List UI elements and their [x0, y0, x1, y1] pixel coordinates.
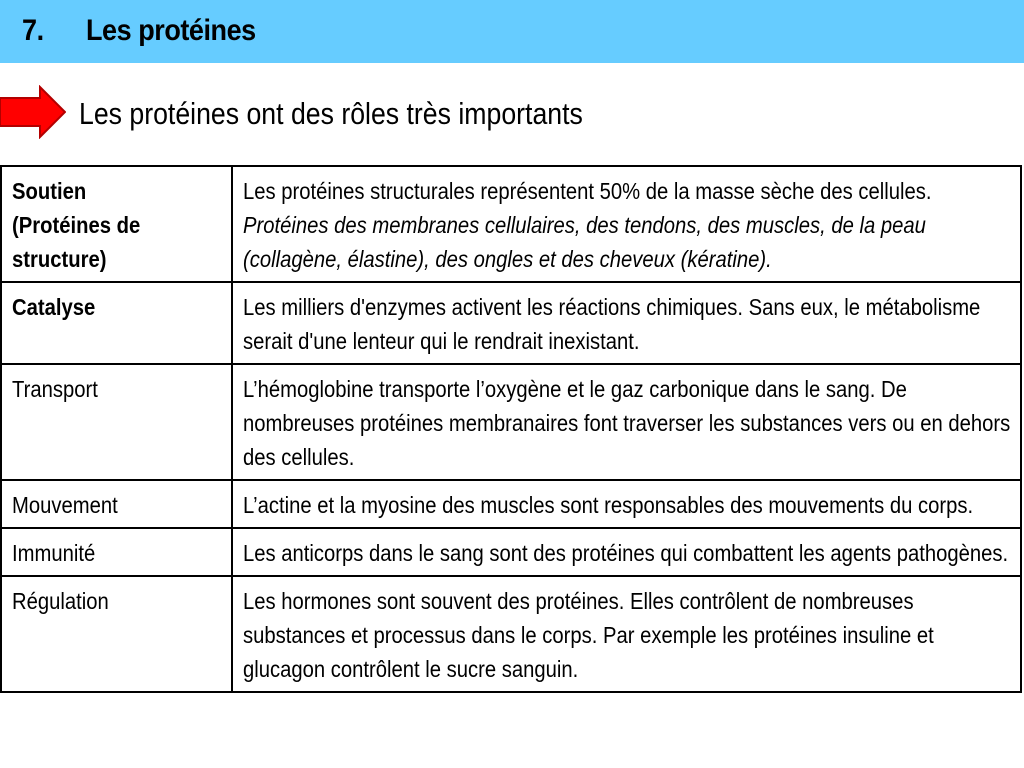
role-description-text: Les protéines structurales représentent 50% de la masse sèche des cellules.	[243, 178, 932, 204]
role-category-cell	[1, 364, 232, 480]
role-description	[243, 584, 1017, 686]
role-category	[12, 536, 223, 570]
red-right-arrow-icon	[0, 85, 66, 139]
role-description-cell	[232, 364, 1021, 480]
table-row	[1, 282, 1021, 364]
role-category	[12, 174, 223, 276]
role-description-text: Les milliers d'enzymes activent les réactions chimiques. Sans eux, le métabolisme serait d'une lenteur qui le rendrait inexistant.	[243, 294, 981, 354]
role-category-line: Catalyse	[12, 294, 96, 320]
role-category-line: structure)	[12, 246, 107, 272]
protein-roles-table	[0, 165, 1022, 693]
role-description-cell	[232, 282, 1021, 364]
role-category	[12, 372, 223, 406]
role-category-line: Immunité	[12, 540, 96, 566]
role-category-line: Soutien	[12, 178, 87, 204]
role-description-examples: Protéines des membranes cellulaires, des tendons, des muscles, de la peau (collagène, élastine), des ongles et des cheveux (kératine).	[243, 212, 926, 272]
role-description-text: Les hormones sont souvent des protéines. Elles contrôlent de nombreuses substances et processus dans le corps. Par exemple les protéines insuline et glucagon contrôlent le sucre sanguin.	[243, 588, 934, 682]
title-bar	[0, 0, 1024, 63]
table-row	[1, 364, 1021, 480]
role-description-cell	[232, 480, 1021, 528]
role-category-cell	[1, 282, 232, 364]
role-category	[12, 290, 223, 324]
role-category-cell	[1, 528, 232, 576]
role-description	[243, 536, 1017, 570]
role-description-cell	[232, 166, 1021, 282]
role-category-line: (Protéines de	[12, 212, 141, 238]
section-number: 7.	[22, 14, 44, 47]
table-row	[1, 166, 1021, 282]
role-category-cell	[1, 480, 232, 528]
role-description	[243, 488, 1017, 522]
subtitle: Les protéines ont des rôles très importants	[79, 96, 583, 131]
role-category-line: Transport	[12, 376, 98, 402]
role-category-cell	[1, 166, 232, 282]
role-description-cell	[232, 576, 1021, 692]
role-description-text: L’actine et la myosine des muscles sont responsables des mouvements du corps.	[243, 492, 974, 518]
table-row	[1, 480, 1021, 528]
role-description	[243, 372, 1017, 474]
role-description	[243, 290, 1017, 358]
table-row	[1, 528, 1021, 576]
role-category-line: Régulation	[12, 588, 109, 614]
role-category	[12, 488, 223, 522]
role-category-line: Mouvement	[12, 492, 118, 518]
role-description-text: Les anticorps dans le sang sont des protéines qui combattent les agents pathogènes.	[243, 540, 1009, 566]
role-category-cell	[1, 576, 232, 692]
table-row	[1, 576, 1021, 692]
role-description-text: L’hémoglobine transporte l’oxygène et le gaz carbonique dans le sang. De nombreuses protéines membranaires font traverser les substances vers ou en dehors des cellules.	[243, 376, 1011, 470]
role-category	[12, 584, 223, 618]
page-title: Les protéines	[86, 14, 256, 47]
role-description	[243, 174, 1017, 276]
role-description-cell	[232, 528, 1021, 576]
